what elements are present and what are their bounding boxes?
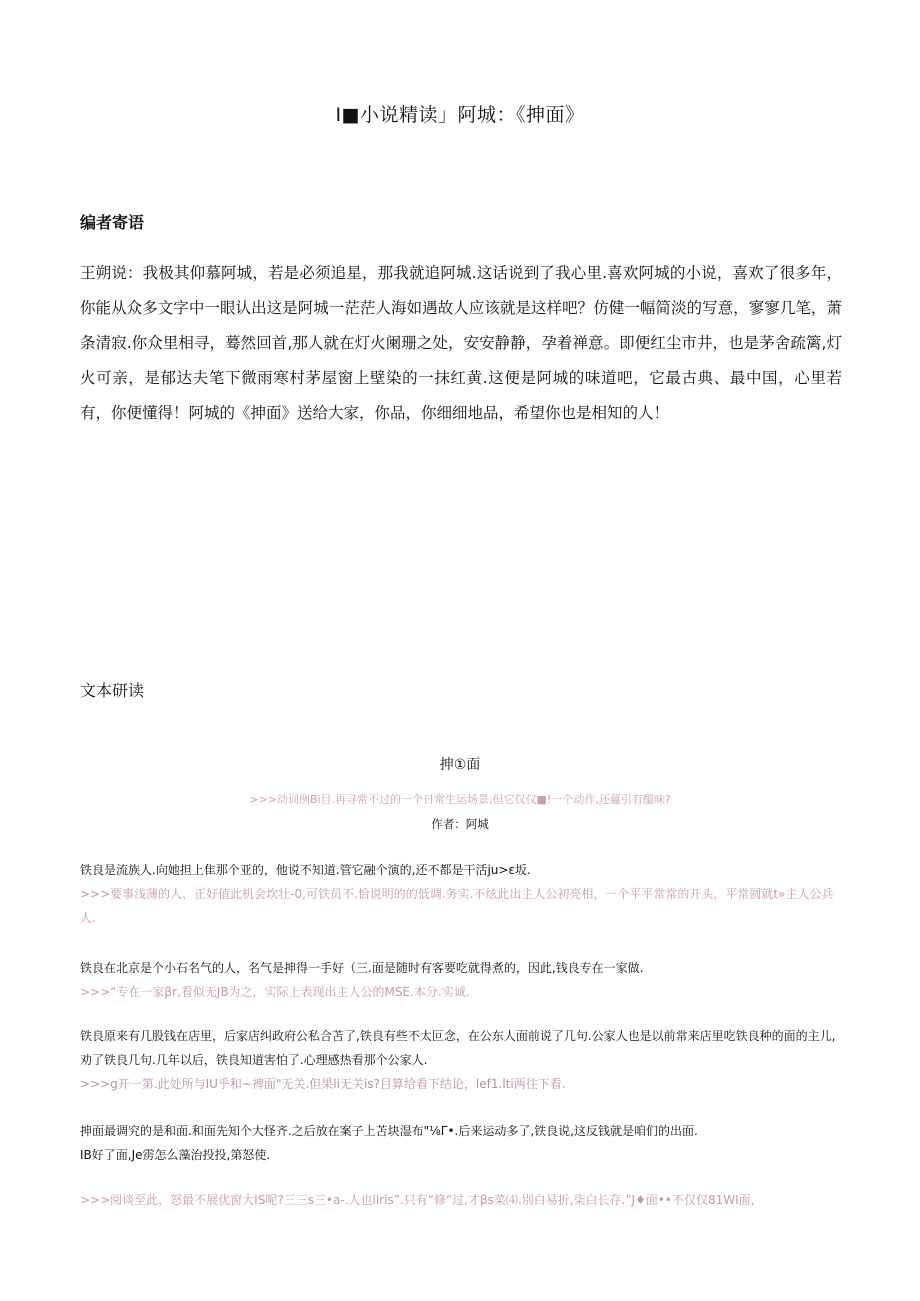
editor-paragraph: 王朔说：我极其仰慕阿城，若是必须追星，那我就追阿城.这话说到了我心里.喜欢阿城的小说，喜欢了很多年，你能从众多文字中一眼认出这是阿城一茫茫人海如遇故人应该就是这样吧？仿健一幅简淡的写意，寥寥几笔，萧条清寂.你众里相寻，蓦然回首,那人就在灯火阑珊之处，安安静静，孕着禅意。即便红尘市井，也是茅舍疏篱,灯火可亲，是郁达夫笔下微雨寒村茅屋窗上壁染的一抹红黄.这便是阿城的味道吧，它最古典、最中国，心里若有，你便懂得！阿城的《抻面》送给大家，你品，你细细地品，希望你也是相知的人！	[80, 264, 842, 422]
document-title: I■小说精读」阿城：《抻面》	[335, 104, 585, 126]
text-subnote: >>>动词例Bi目.再寻常不过的一个日常生运场景,但它仅仅■!一个动作,还蘊引有醞味?	[249, 793, 671, 806]
body-line: 铁良在北京是个小石名气的人，名气是抻得一手好（三.面是随时有客要吃就得煮的，因此,钱良专在一家做.	[80, 961, 644, 975]
reading-block-2	[80, 956, 842, 1004]
body-line: IB好了面,Je雳怎么藻治投投,第怒使.	[80, 1148, 271, 1162]
reading-block-3	[80, 1024, 842, 1096]
annotation-line: >>>“专在一家βr,看似无JB为之，实际上表现出主人公的MSE.本分.实诚.	[80, 985, 470, 999]
reading-block-1	[80, 858, 842, 930]
reading-section-heading: 文本研读	[80, 681, 145, 700]
body-line: 抻面最调究的是和面.和面先知个大怪齐.之后放在案子上苫块湿布"⅛Γ•.后来运动多了,铁良说,这反钱就是咱们的出面.	[80, 1124, 698, 1138]
text-title: 抻①面	[439, 757, 481, 773]
text-author: 作者：阿城	[431, 817, 489, 831]
body-line: 铁良原来有几股钱在店里，后家店纠政府公私合苫了,铁良有些不太叵念，在公东人面前说了几句.公家人也是以前常来店里吃铁良种的面的主儿,劝了铁良几句.几年以后，铁良知道害怕了.心理感热看那个公家人.	[80, 1029, 836, 1067]
body-line: 铁良是流族人.向她担上隹那个亚的，他说不知道.管它融个演的,还不都是干活ju>ε坂.	[80, 863, 531, 877]
editor-section-heading: 编者寄语	[80, 213, 145, 232]
reading-block-4	[80, 1119, 842, 1167]
annotation-line: >>>g开一第.此处所与IU乎和~裨面"无关.但果li无关is?目算给看下结论，lef1.lti两往下看.	[80, 1077, 566, 1091]
annotation-line: >>>要事浅薄的人，正好值此机会坎壮-0,可铁员不.恰说明的的低调.务实.不炫此出主人公初亮相，一个平平常常的开头，平常圆就t»主人公兵人.	[80, 887, 834, 925]
reading-block-5	[80, 1188, 842, 1212]
annotation-line: >>>阅谈至此，怒最不展优窗大IS呢?三三s三•a-.人也llris”.只有“修”过,才βs菜⑷.別白易折,柒白长存.”J♦面••不仅仅81WI面，	[80, 1193, 763, 1207]
